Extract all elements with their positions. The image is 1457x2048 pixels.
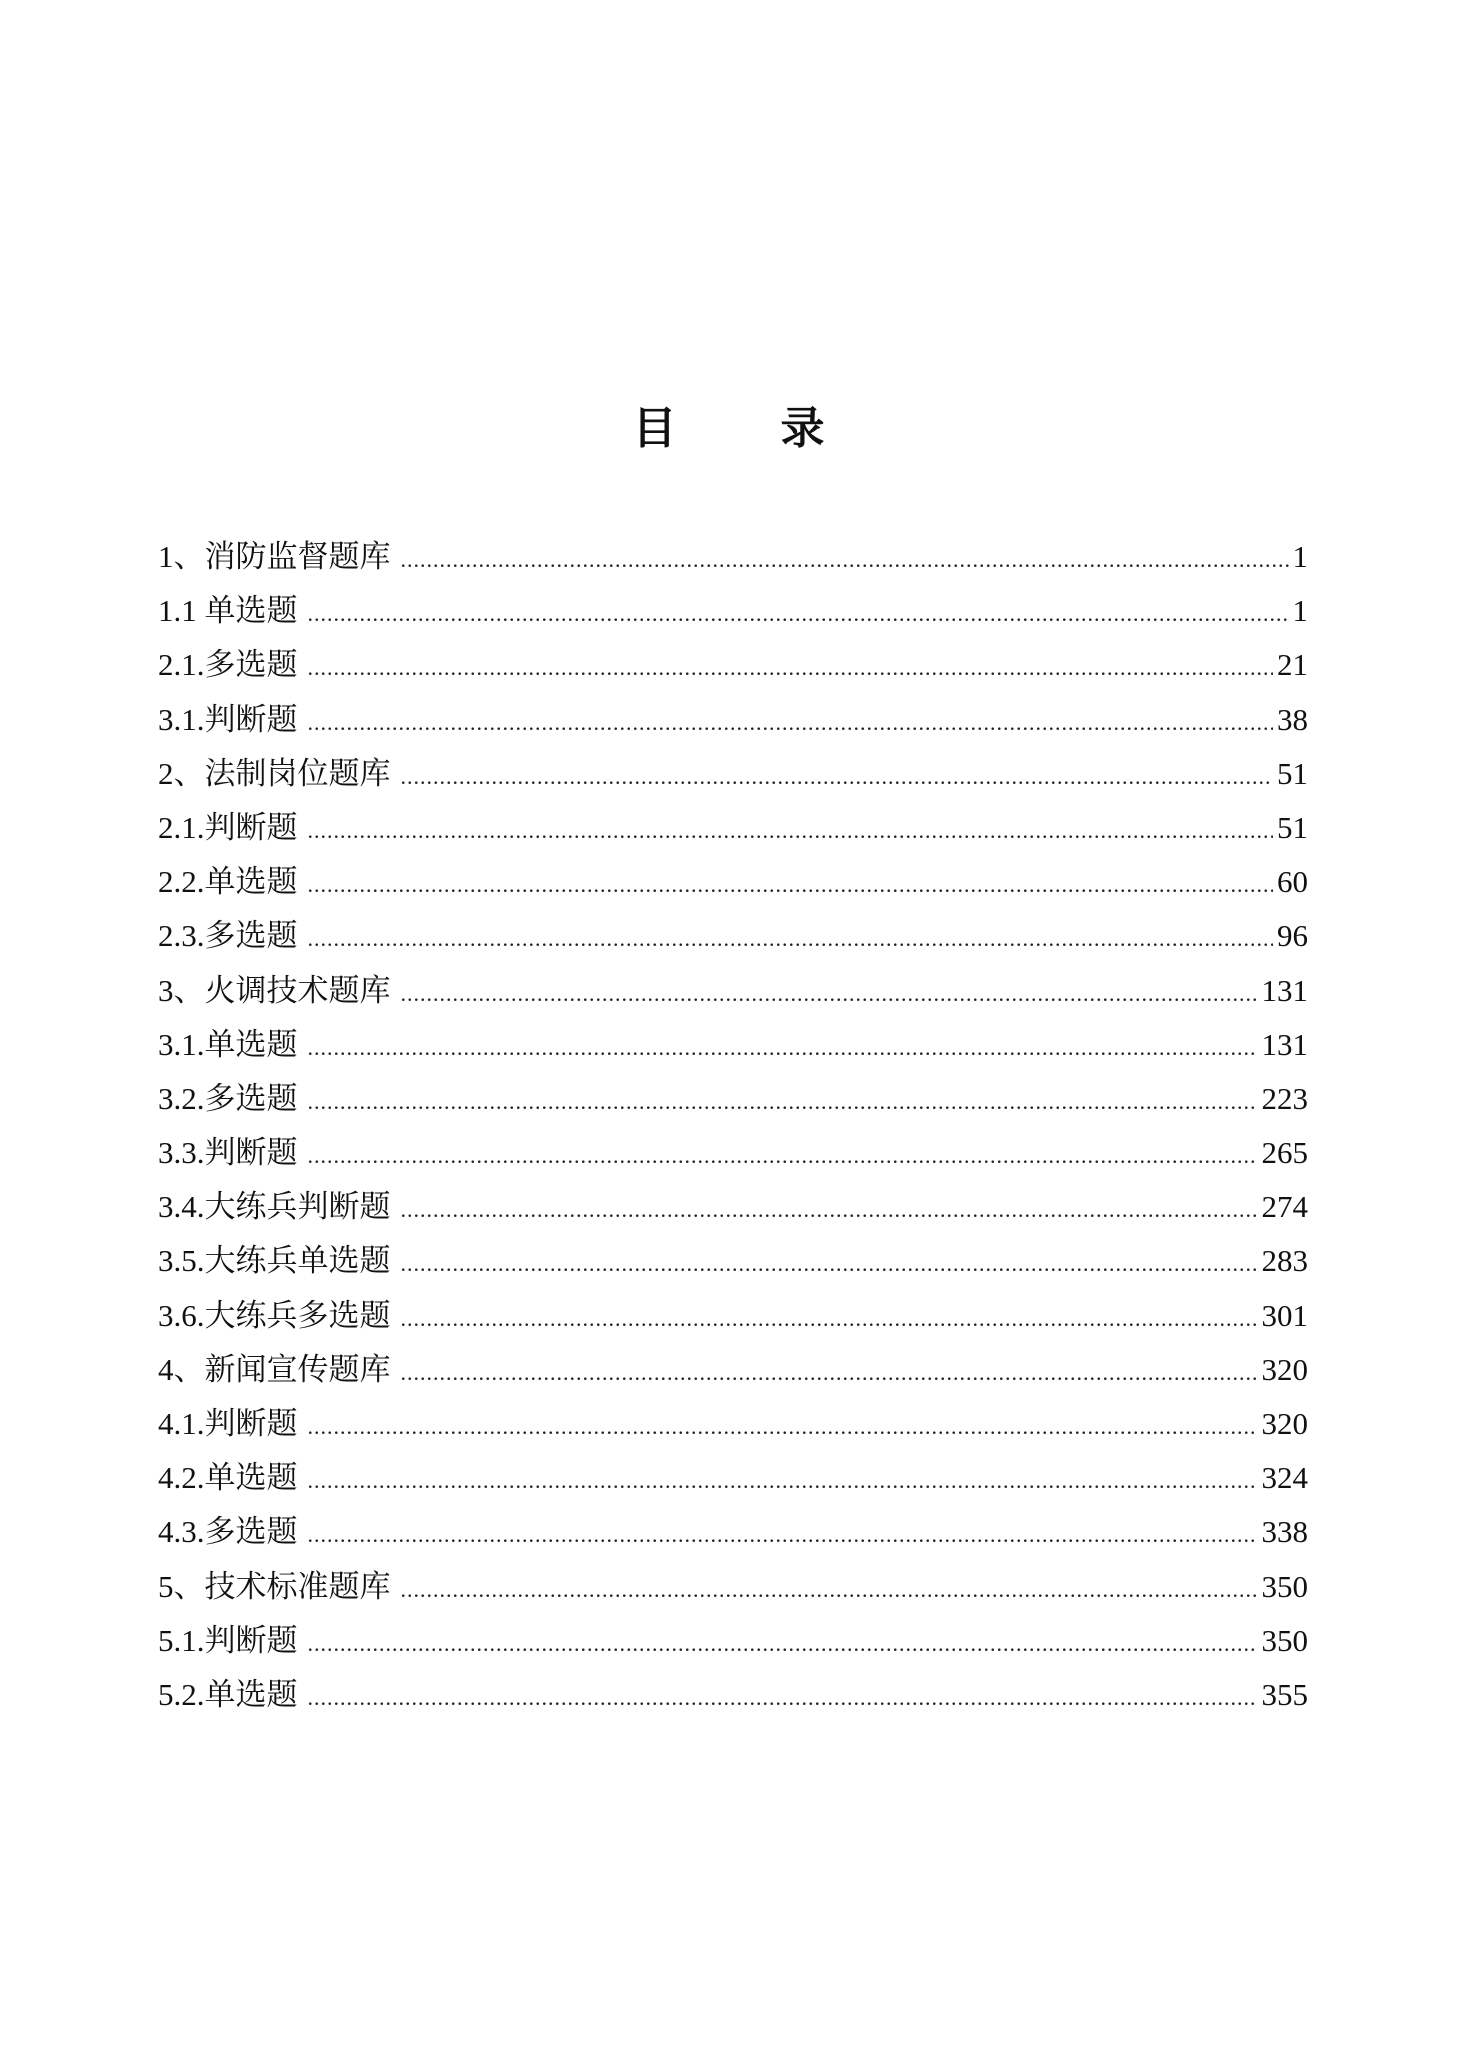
- toc-entry[interactable]: [158, 909, 1308, 963]
- toc-entry-label: 5.2.单选题: [158, 1676, 298, 1712]
- toc-entry-label: 2.2.单选题: [158, 864, 298, 900]
- toc-entry-label: 4.3.多选题: [158, 1514, 298, 1550]
- toc-entry-label: 3.6.大练兵多选题: [158, 1297, 391, 1333]
- toc-entry-page-number: 21: [1277, 647, 1308, 683]
- toc-dot-leader: [401, 533, 1289, 587]
- toc-dot-leader: [308, 1129, 1258, 1183]
- toc-entry-page-number: 324: [1261, 1460, 1308, 1496]
- toc-dot-leader: [308, 641, 1274, 695]
- toc-entry-page-number: 350: [1261, 1622, 1308, 1658]
- toc-entry-label: 2.3.多选题: [158, 918, 298, 954]
- toc-entry-label: 1.1 单选题: [158, 593, 298, 629]
- toc-entry[interactable]: [158, 584, 1308, 638]
- page-title-char: 录: [780, 404, 825, 454]
- toc-dot-leader: [308, 804, 1274, 858]
- toc-entry-page-number: 320: [1261, 1351, 1308, 1387]
- toc-dot-leader: [308, 1021, 1258, 1075]
- toc-dot-leader: [308, 858, 1274, 912]
- toc-entry-page-number: 51: [1277, 809, 1308, 845]
- toc-entry-page-number: 223: [1261, 1080, 1308, 1116]
- toc-entry-label: 4.2.单选题: [158, 1460, 298, 1496]
- toc-entry[interactable]: [158, 1234, 1308, 1288]
- toc-dot-leader: [308, 912, 1274, 966]
- toc-entry-label: 3、火调技术题库: [158, 972, 391, 1008]
- toc-entry-label: 5、技术标准题库: [158, 1568, 391, 1604]
- table-of-contents: [158, 530, 1308, 1722]
- toc-entry-page-number: 131: [1261, 972, 1308, 1008]
- toc-dot-leader: [308, 696, 1274, 750]
- toc-entry[interactable]: [158, 1614, 1308, 1668]
- toc-entry-page-number: 1: [1292, 593, 1308, 629]
- toc-entry-page-number: 38: [1277, 701, 1308, 737]
- toc-entry-label: 3.4.大练兵判断题: [158, 1189, 391, 1225]
- toc-entry[interactable]: [158, 1343, 1308, 1397]
- toc-entry[interactable]: [158, 1180, 1308, 1234]
- toc-dot-leader: [401, 967, 1258, 1021]
- toc-entry[interactable]: [158, 638, 1308, 692]
- toc-entry[interactable]: [158, 964, 1308, 1018]
- toc-dot-leader: [401, 1563, 1258, 1617]
- toc-entry[interactable]: [158, 747, 1308, 801]
- toc-entry-label: 3.1.判断题: [158, 701, 298, 737]
- toc-dot-leader: [308, 1671, 1258, 1725]
- toc-entry-label: 4、新闻宣传题库: [158, 1351, 391, 1387]
- toc-entry-page-number: 355: [1261, 1676, 1308, 1712]
- toc-entry-label: 2.1.判断题: [158, 809, 298, 845]
- toc-entry[interactable]: [158, 1505, 1308, 1559]
- toc-entry-page-number: 283: [1261, 1243, 1308, 1279]
- toc-entry[interactable]: [158, 1451, 1308, 1505]
- toc-entry-page-number: 96: [1277, 918, 1308, 954]
- toc-entry-page-number: 131: [1261, 1026, 1308, 1062]
- toc-entry-page-number: 350: [1261, 1568, 1308, 1604]
- toc-entry-label: 2.1.多选题: [158, 647, 298, 683]
- toc-entry[interactable]: [158, 855, 1308, 909]
- toc-entry-page-number: 265: [1261, 1135, 1308, 1171]
- toc-entry-page-number: 1: [1292, 539, 1308, 574]
- toc-dot-leader: [401, 1237, 1258, 1291]
- toc-entry-label: 3.5.大练兵单选题: [158, 1243, 391, 1279]
- toc-entry[interactable]: [158, 693, 1308, 747]
- toc-dot-leader: [308, 1075, 1258, 1129]
- toc-dot-leader: [401, 1346, 1258, 1400]
- toc-entry-label: 2、法制岗位题库: [158, 755, 391, 791]
- toc-dot-leader: [401, 1292, 1258, 1346]
- toc-entry-label: 3.2.多选题: [158, 1080, 298, 1116]
- toc-dot-leader: [401, 750, 1274, 804]
- toc-entry-page-number: 338: [1261, 1514, 1308, 1550]
- toc-entry-label: 3.1.单选题: [158, 1026, 298, 1062]
- toc-entry[interactable]: [158, 1126, 1308, 1180]
- toc-entry-page-number: 60: [1277, 864, 1308, 900]
- toc-entry[interactable]: [158, 1072, 1308, 1126]
- toc-dot-leader: [401, 1183, 1258, 1237]
- toc-entry-page-number: 274: [1261, 1189, 1308, 1225]
- toc-entry-label: 3.3.判断题: [158, 1135, 298, 1171]
- toc-entry-page-number: 320: [1261, 1406, 1308, 1441]
- toc-entry[interactable]: [158, 1397, 1308, 1451]
- toc-entry-page-number: 301: [1261, 1297, 1308, 1333]
- toc-dot-leader: [308, 1454, 1258, 1508]
- toc-entry[interactable]: [158, 1018, 1308, 1072]
- toc-entry-label: 1、消防监督题库: [158, 539, 391, 574]
- toc-entry-page-number: 51: [1277, 755, 1308, 791]
- toc-entry[interactable]: [158, 1560, 1308, 1614]
- toc-entry[interactable]: [158, 1668, 1308, 1722]
- toc-dot-leader: [308, 1508, 1258, 1562]
- toc-entry[interactable]: [158, 1289, 1308, 1343]
- toc-entry[interactable]: [158, 801, 1308, 855]
- toc-entry-label: 5.1.判断题: [158, 1622, 298, 1658]
- toc-dot-leader: [308, 1400, 1258, 1454]
- toc-dot-leader: [308, 1617, 1258, 1671]
- toc-dot-leader: [308, 587, 1289, 641]
- toc-entry-label: 4.1.判断题: [158, 1406, 298, 1441]
- page-title: [0, 399, 1457, 459]
- toc-entry[interactable]: [158, 530, 1308, 584]
- page-title-char: 目: [632, 404, 677, 454]
